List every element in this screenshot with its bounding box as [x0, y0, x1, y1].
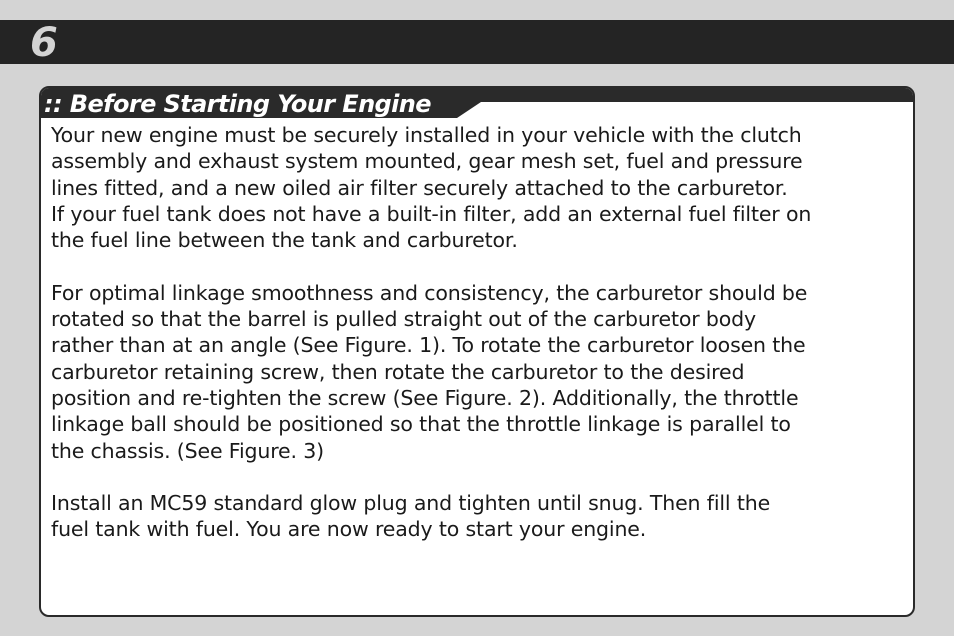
text-line: fuel tank with fuel. You are now ready to start your engine. — [51, 517, 647, 542]
section-box — [39, 86, 915, 617]
text-line: position and re-tighten the screw (See Figure. 2). Additionally, the throttle — [51, 385, 799, 410]
text-line: rotated so that the barrel is pulled straight out of the carburetor body — [51, 307, 756, 332]
page-header-bar — [0, 20, 954, 64]
text-line: lines fitted, and a new oiled air filter securely attached to the carburetor. — [51, 175, 788, 200]
text-line: Your new engine must be securely installed in your vehicle with the clutch — [51, 123, 802, 147]
text-line: assembly and exhaust system mounted, gear mesh set, fuel and pressure — [51, 149, 803, 174]
page-number: 6 — [30, 20, 58, 66]
text-line: the chassis. (See Figure. 3) — [51, 438, 324, 463]
text-line: Install an MC59 standard glow plug and tighten until snug. Then fill the — [51, 491, 771, 516]
paragraph-carburetor — [51, 280, 913, 464]
text-line: rather than at an angle (See Figure. 1). To rotate the carburetor loosen the — [51, 333, 806, 358]
paragraph-glow-plug — [51, 490, 913, 543]
section-title: :: Before Starting Your Engine — [44, 90, 431, 118]
section-body — [51, 122, 913, 543]
section-title-tab — [41, 88, 913, 118]
text-line: linkage ball should be positioned so that the throttle linkage is parallel to — [51, 412, 791, 437]
text-line: carburetor retaining screw, then rotate the carburetor to the desired — [51, 359, 745, 384]
text-line: For optimal linkage smoothness and consistency, the carburetor should be — [51, 280, 808, 305]
text-line: the fuel line between the tank and carburetor. — [51, 228, 518, 253]
text-line: If your fuel tank does not have a built-in filter, add an external fuel filter on — [51, 201, 812, 226]
paragraph-installation — [51, 122, 913, 253]
